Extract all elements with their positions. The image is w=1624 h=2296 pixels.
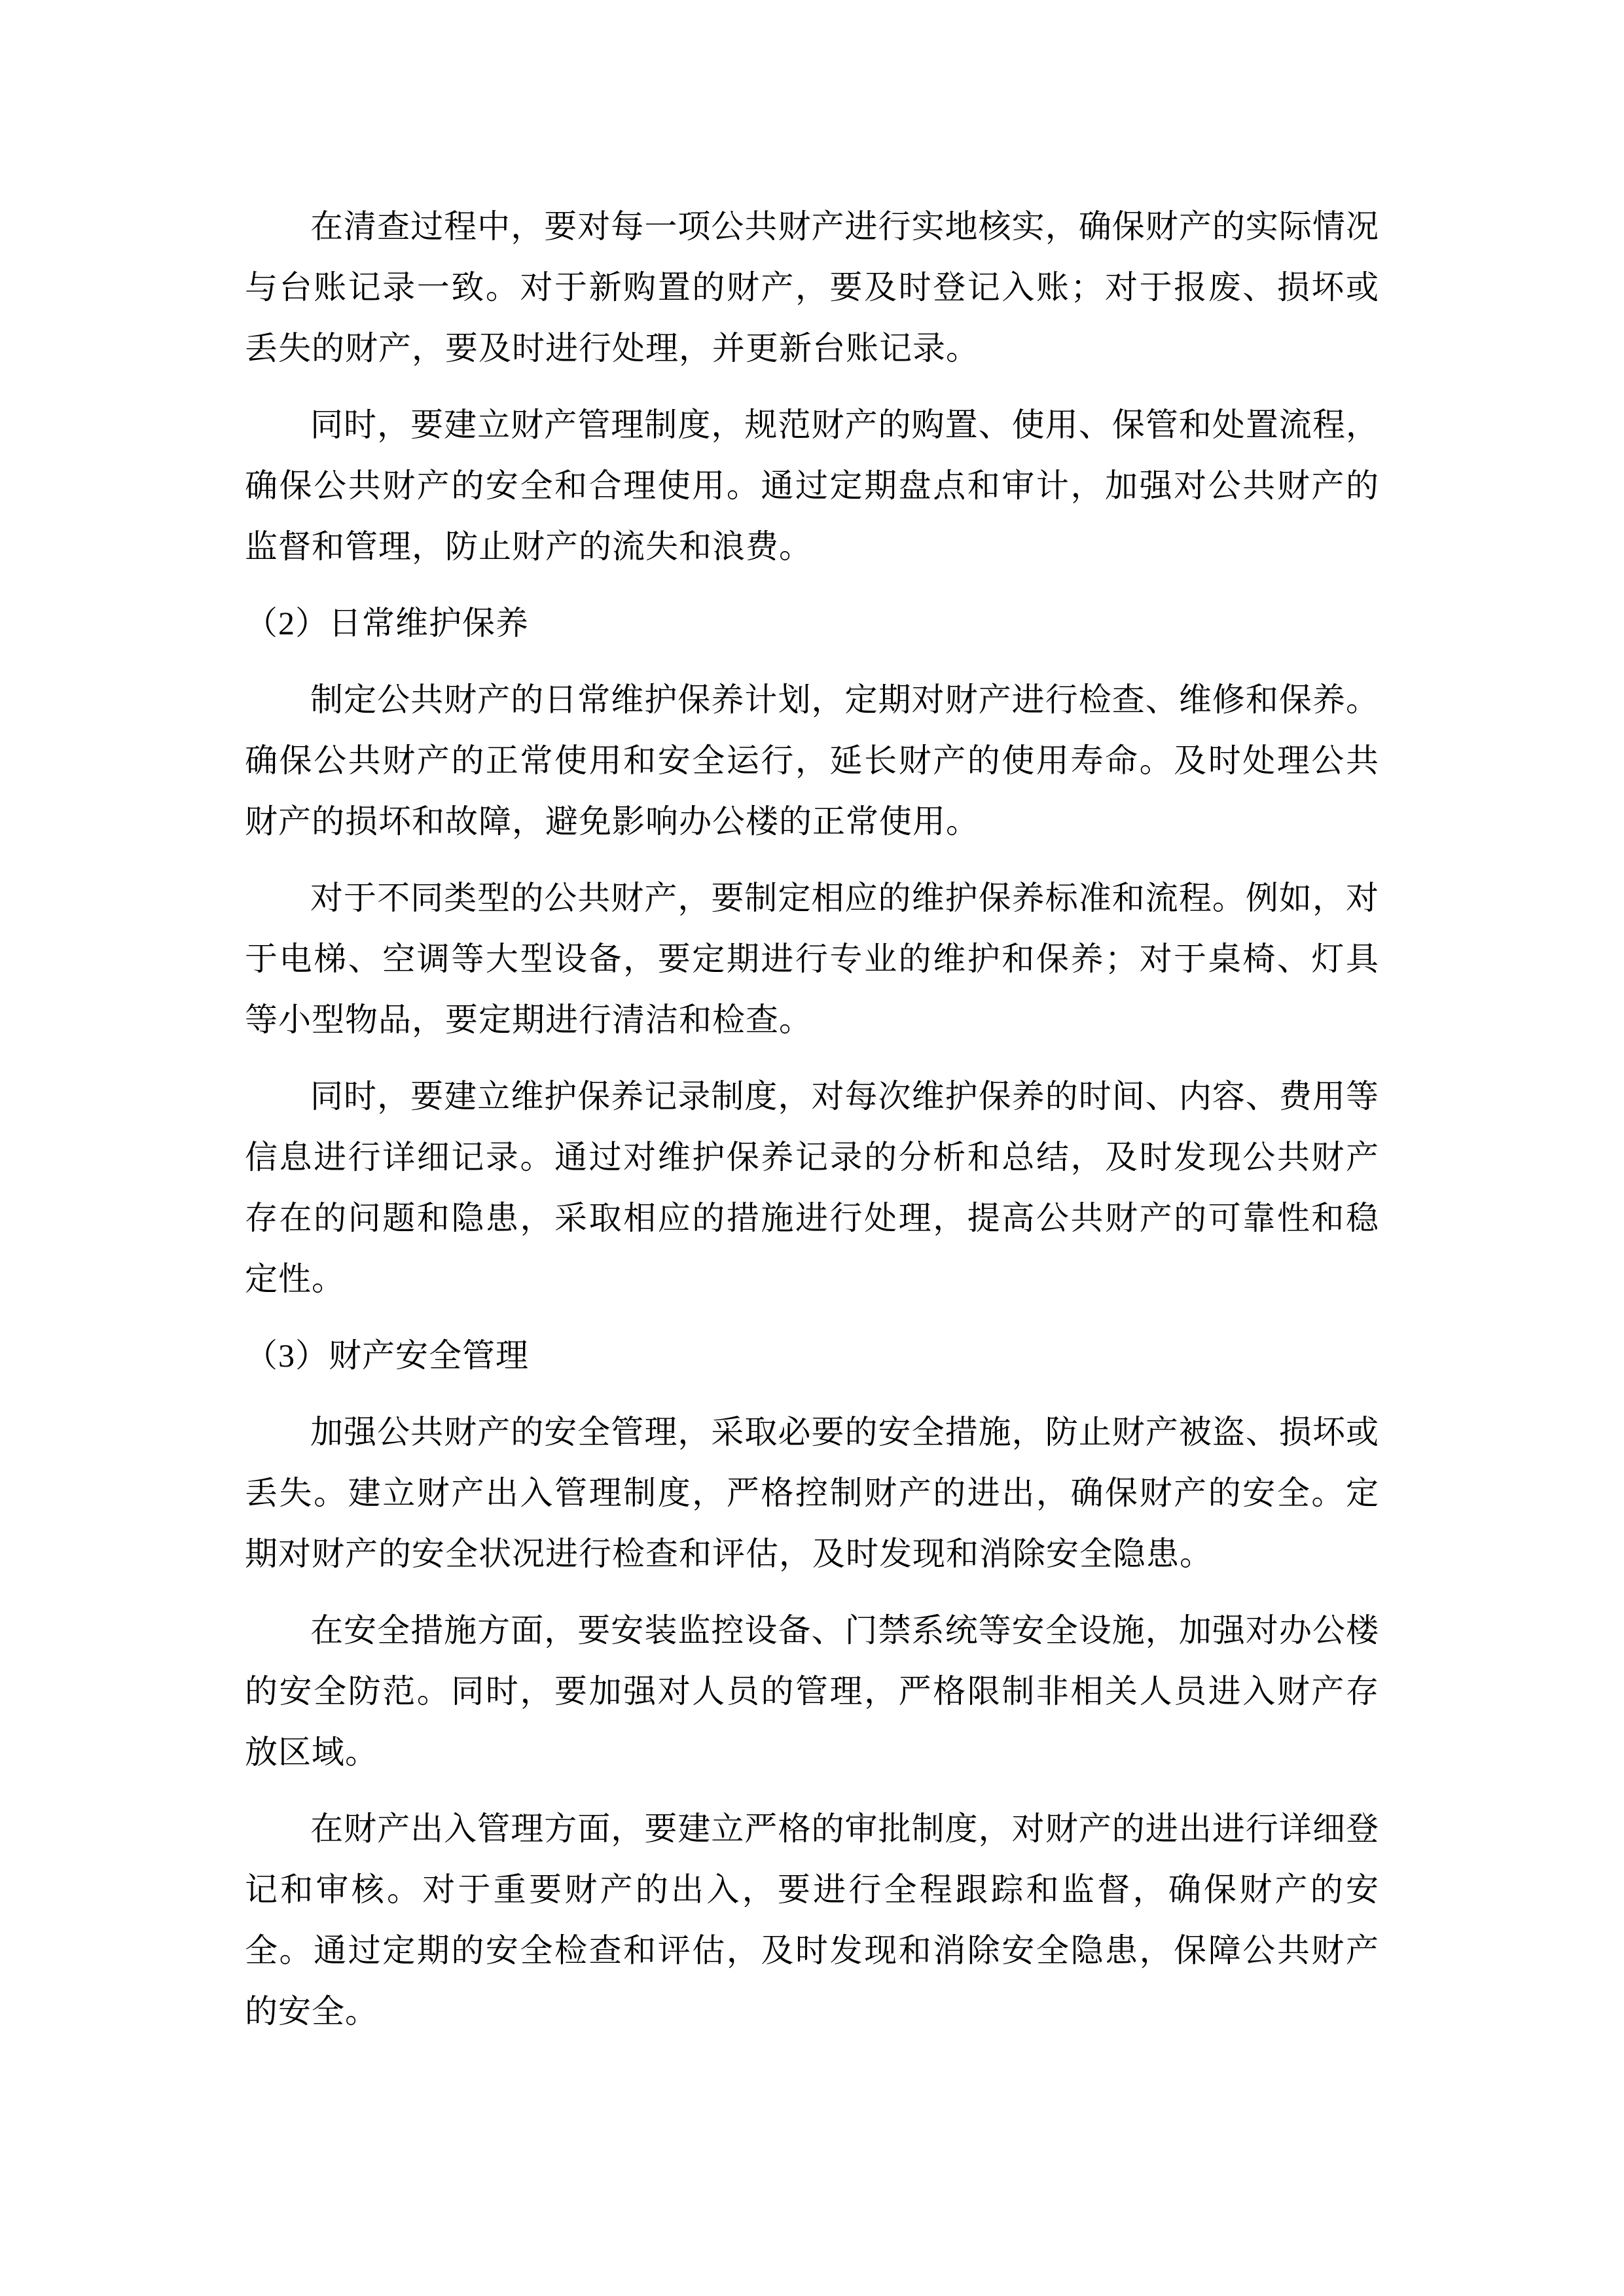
section-heading: （2）日常维护保养 <box>245 605 529 641</box>
paragraph: 制定公共财产的日常维护保养计划，定期对财产进行检查、维修和保养。确保公共财产的正常使用和安全运行，延长财产的使用寿命。及时处理公共财产的损坏和故障，避免影响办公楼的正常使用。 <box>245 681 1379 840</box>
paragraph: 在安全措施方面，要安装监控设备、门禁系统等安全设施，加强对办公楼的安全防范。同时，要加强对人员的管理，严格限制非相关人员进入财产存放区域。 <box>245 1612 1379 1770</box>
paragraph: 对于不同类型的公共财产，要制定相应的维护保养标准和流程。例如，对于电梯、空调等大型设备，要定期进行专业的维护和保养；对于桌椅、灯具等小型物品，要定期进行清洁和检查。 <box>245 880 1379 1038</box>
section-heading: （3）财产安全管理 <box>245 1337 529 1374</box>
paragraph: 在清查过程中，要对每一项公共财产进行实地核实，确保财产的实际情况与台账记录一致。对于新购置的财产，要及时登记入账；对于报废、损坏或丢失的财产，要及时进行处理，并更新台账记录。 <box>245 208 1379 367</box>
document-body <box>245 196 1379 2042</box>
paragraph: 同时，要建立财产管理制度，规范财产的购置、使用、保管和处置流程，确保公共财产的安全和合理使用。通过定期盘点和审计，加强对公共财产的监督和管理，防止财产的流失和浪费。 <box>245 406 1379 565</box>
paragraph: 在财产出入管理方面，要建立严格的审批制度，对财产的进出进行详细登记和审核。对于重要财产的出入，要进行全程跟踪和监督，确保财产的安全。通过定期的安全检查和评估，及时发现和消除安全隐患，保障公共财产的安全。 <box>245 1810 1379 2030</box>
paragraph: 同时，要建立维护保养记录制度，对每次维护保养的时间、内容、费用等信息进行详细记录。通过对维护保养记录的分析和总结，及时发现公共财产存在的问题和隐患，采取相应的措施进行处理，提高公共财产的可靠性和稳定性。 <box>245 1078 1379 1297</box>
paragraph: 加强公共财产的安全管理，采取必要的安全措施，防止财产被盗、损坏或丢失。建立财产出入管理制度，严格控制财产的进出，确保财产的安全。定期对财产的安全状况进行检查和评估，及时发现和消除安全隐患。 <box>245 1414 1379 1572</box>
